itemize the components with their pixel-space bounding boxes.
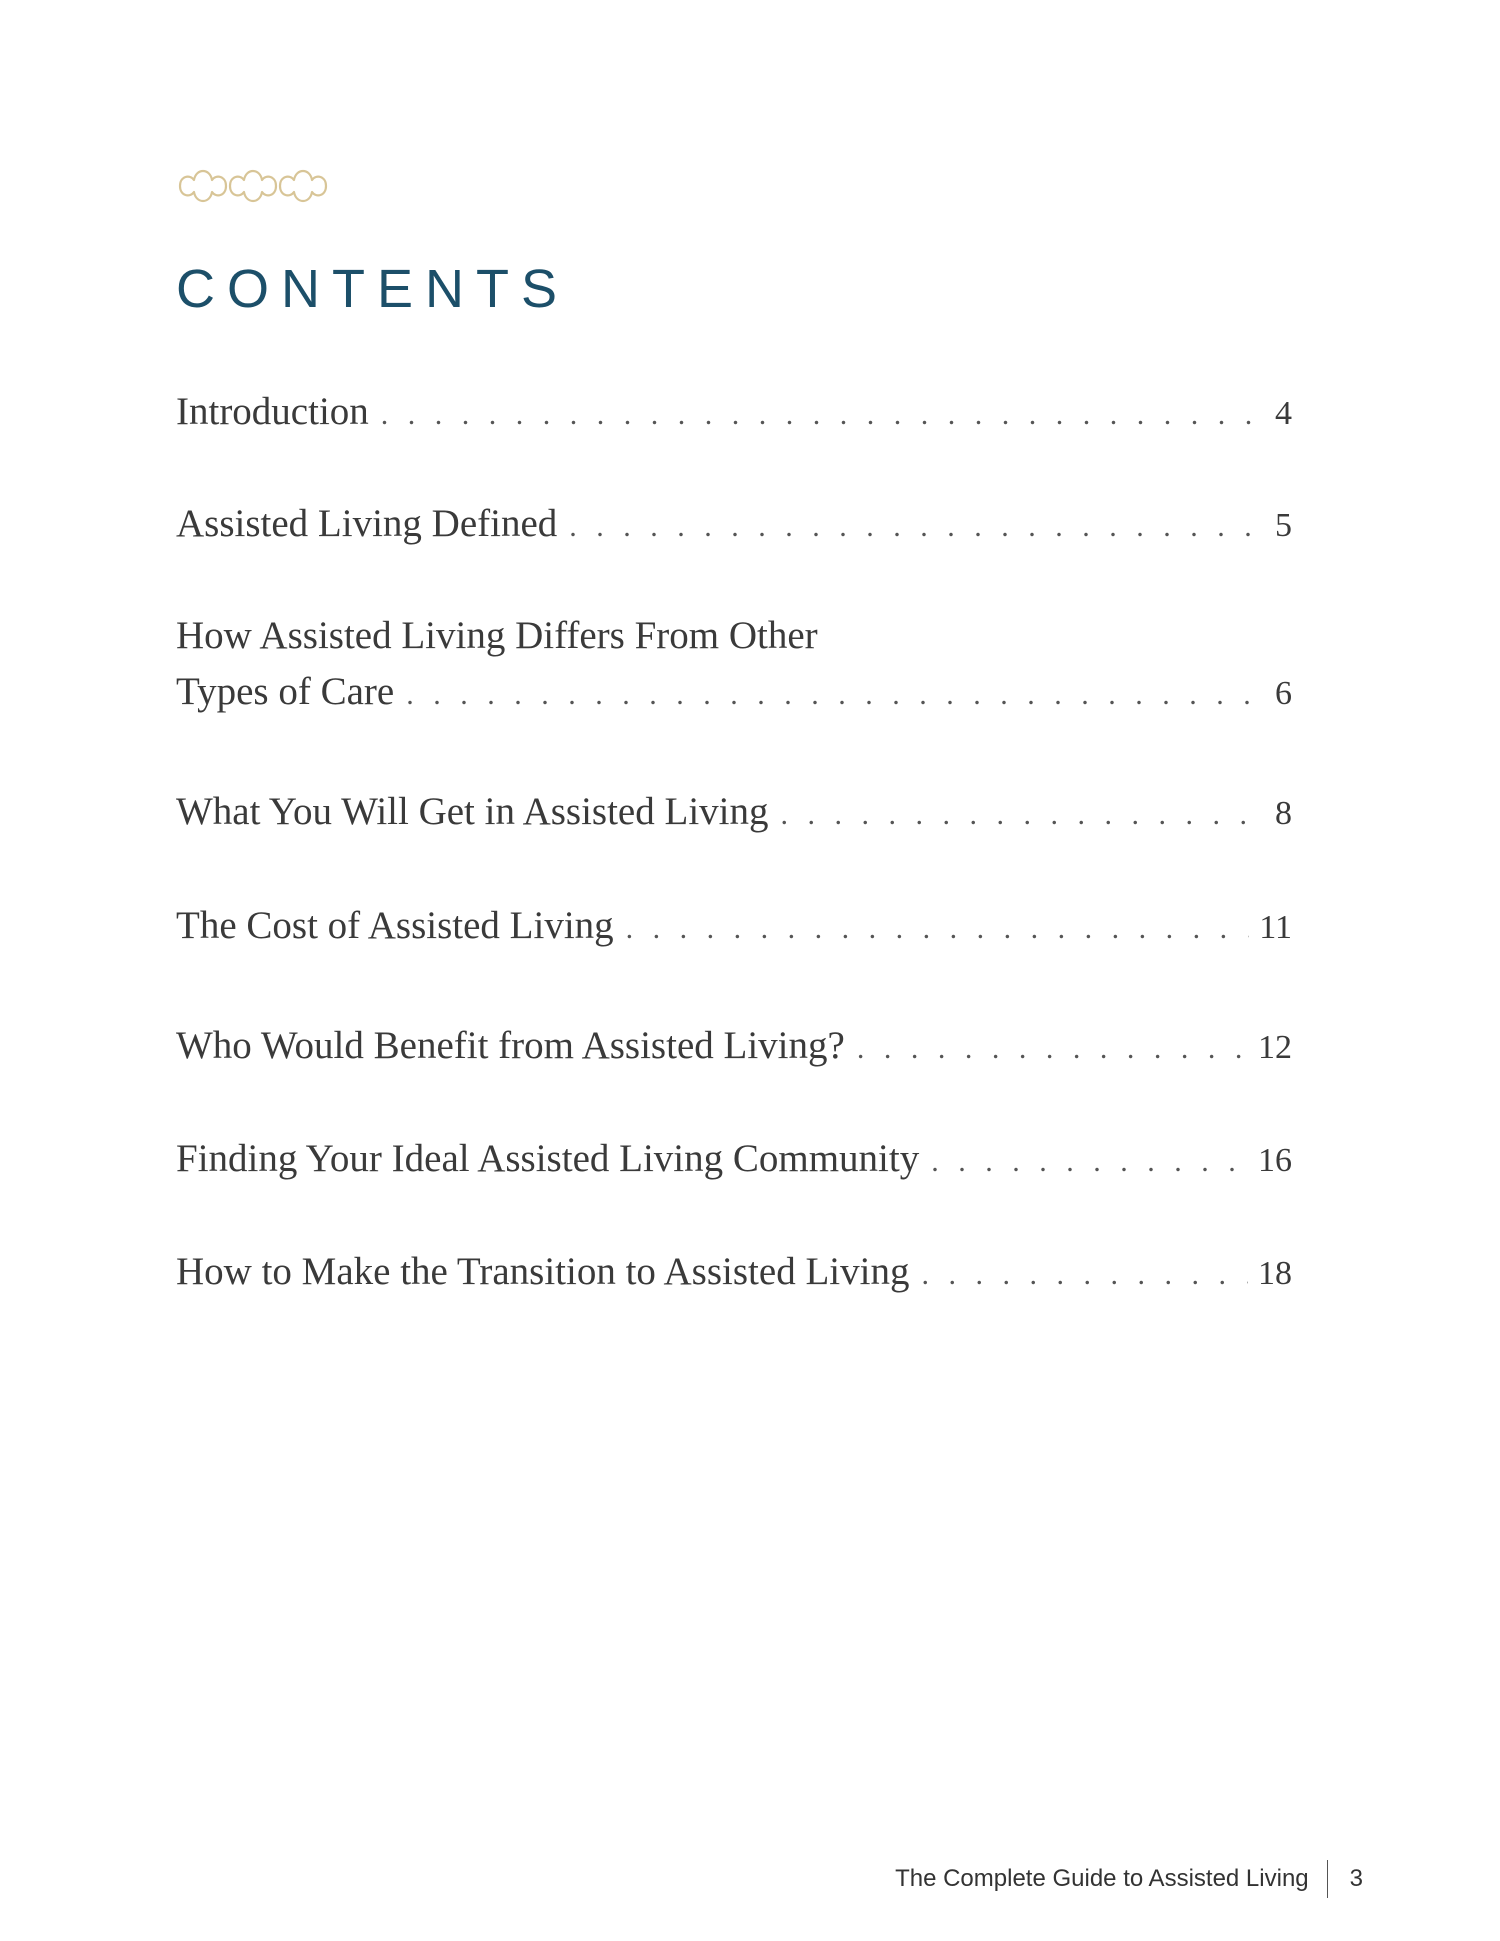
toc-entry-how-to-make-the-transition[interactable] bbox=[176, 1244, 1292, 1303]
toc-entry-title: Introduction bbox=[176, 390, 369, 433]
footer-divider bbox=[1327, 1860, 1328, 1898]
dot-leader bbox=[921, 1247, 1248, 1303]
toc-entry-introduction[interactable] bbox=[176, 384, 1292, 443]
toc-entry-cost-of-assisted-living[interactable] bbox=[176, 898, 1292, 957]
footer-page-number: 3 bbox=[1349, 1865, 1363, 1892]
dot-leader bbox=[931, 1134, 1248, 1190]
quatrefoil-chain-icon bbox=[176, 158, 336, 214]
toc-entry-who-would-benefit[interactable] bbox=[176, 1018, 1292, 1077]
dot-leader bbox=[381, 387, 1262, 443]
toc-entry-page: 6 bbox=[1275, 675, 1292, 712]
page-footer bbox=[895, 1860, 1363, 1898]
toc-entry-title: What You Will Get in Assisted Living bbox=[176, 790, 769, 833]
toc-entry-title: Assisted Living Defined bbox=[176, 502, 558, 545]
toc-entry-page: 8 bbox=[1275, 795, 1292, 832]
contents-heading: CONTENTS bbox=[176, 259, 569, 319]
toc-entry-assisted-living-defined[interactable] bbox=[176, 496, 1292, 555]
dot-leader bbox=[406, 667, 1262, 723]
toc-entry-how-assisted-living-differs[interactable] bbox=[176, 608, 1292, 723]
toc-entry-page: 5 bbox=[1275, 507, 1292, 544]
dot-leader bbox=[569, 499, 1262, 555]
footer-guide-title: The Complete Guide to Assisted Living bbox=[895, 1865, 1309, 1892]
toc-entry-page: 11 bbox=[1259, 909, 1292, 946]
dot-leader bbox=[857, 1021, 1248, 1077]
toc-entry-title-line-1: How Assisted Living Differs From Other bbox=[176, 614, 818, 657]
toc-entry-page: 12 bbox=[1258, 1029, 1292, 1066]
toc-entry-page: 18 bbox=[1258, 1255, 1292, 1292]
toc-entry-title: How to Make the Transition to Assisted Living bbox=[176, 1250, 910, 1293]
toc-entry-title: Who Would Benefit from Assisted Living? bbox=[176, 1024, 845, 1067]
toc-entry-page: 4 bbox=[1275, 395, 1292, 432]
dot-leader bbox=[780, 787, 1262, 843]
toc-entry-title: Finding Your Ideal Assisted Living Community bbox=[176, 1137, 920, 1180]
toc-entry-title-line-2: Types of Care bbox=[176, 670, 395, 713]
toc-entry-what-you-will-get[interactable] bbox=[176, 784, 1292, 843]
toc-entry-title: The Cost of Assisted Living bbox=[176, 904, 614, 947]
dot-leader bbox=[626, 901, 1250, 957]
toc-entry-finding-your-ideal-community[interactable] bbox=[176, 1131, 1292, 1190]
toc-entry-page: 16 bbox=[1258, 1142, 1292, 1179]
